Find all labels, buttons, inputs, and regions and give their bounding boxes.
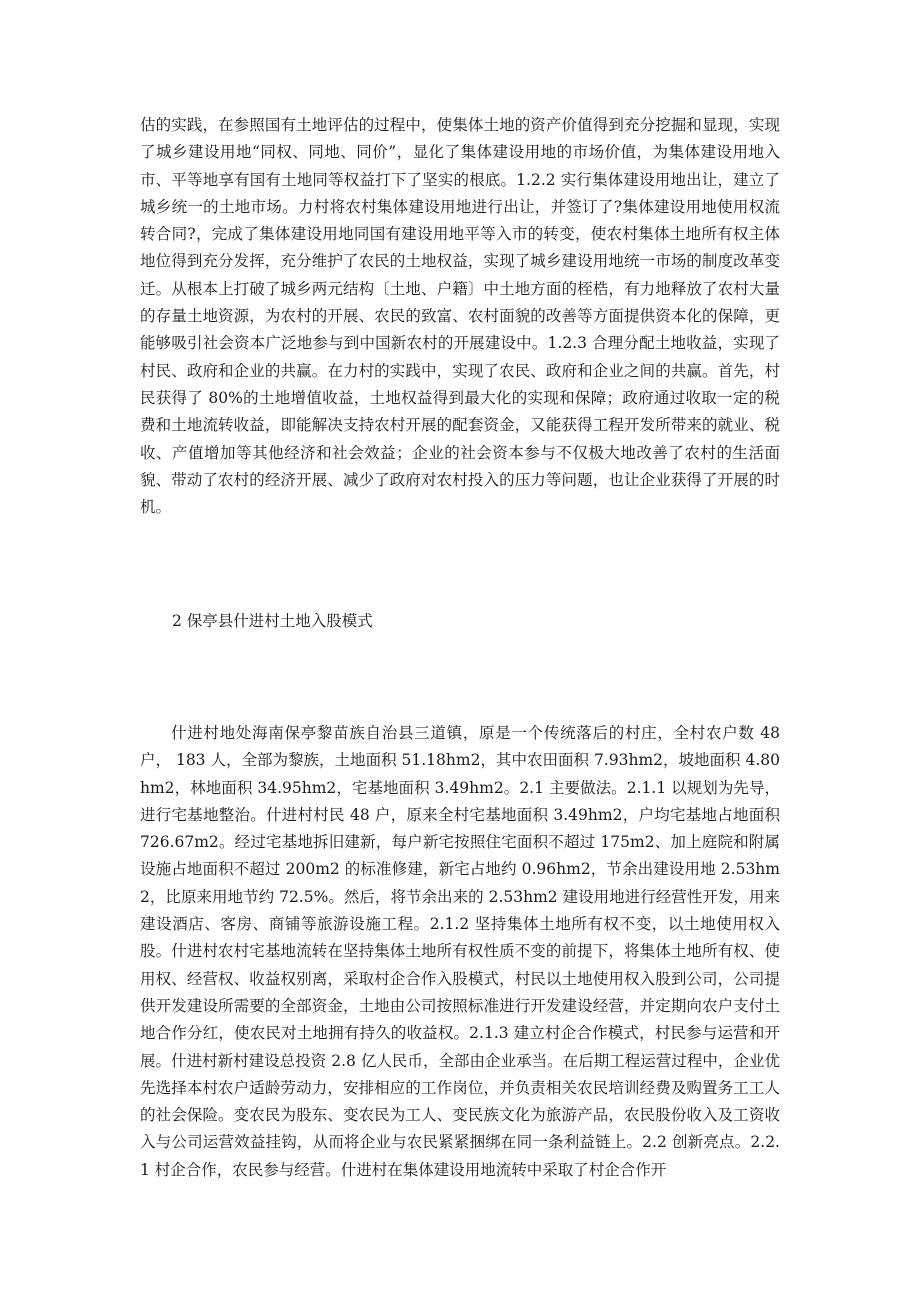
body-paragraph-1: 估的实践，在参照国有土地评估的过程中，使集体土地的资产价值得到充分挖掘和显现，实现了城乡建设用地“同权、同地、同价”，显化了集体建设用地的市场价值，为集体建设用地入市、平等地享有国有土地同等权益打下了坚实的根底。1.2.2 实行集体建设用地出让，建立了城乡统一的土地市场。力村将农村集体建设用地进行出让，并签订了?集体建设用地使用权流转合同?，完成了集体建设用地同国有建设用地平等入市的转变，使农村集体土地所有权主体地位得到充分发挥，充分维护了农民的土地权益，实现了城乡建设用地统一市场的制度改革变迁。从根本上打破了城乡两元结构〔土地、户籍〕中土地方面的桎梏，有力地释放了农村大量的存量土地资源，为农村的开展、农民的致富、农村面貌的改善等方面提供资本化的保障，更能够吸引社会资本广泛地参与到中国新农村的开展建设中。1.2.3 合理分配土地收益，实现了村民、政府和企业的共赢。在力村的实践中，实现了农民、政府和企业之间的共赢。首先，村民获得了 80%的土地增值收益，土地权益得到最大化的实现和保障；政府通过收取一定的税费和土地流转收益，即能解决支持农村开展的配套资金，又能获得工程开发所带来的就业、税收、产值增加等其他经济和社会效益；企业的社会资本参与不仅极大地改善了农村的生活面貌、带动了农村的经济开展、减少了政府对农村投入的压力等问题，也让企业获得了开展的时机。 bbox=[140, 116, 780, 517]
body-paragraph-2: 什进村地处海南保亭黎苗族自治县三道镇，原是一个传统落后的村庄，全村农户数 48 户， 183 人，全部为黎族，土地面积 51.18hm2，其中农田面积 7.93hm2，坡地面积 4.80hm2，林地面积 34.95hm2，宅基地面积 3.49hm2。2.1 主要做法。2.1.1 以规划为先导，进行宅基地整治。什进村村民 48 户，原来全村宅基地面积 3.49hm2，户均宅基地占地面积 726.67m2。经过宅基地拆旧建新，每户新宅按照住宅面积不超过 175m2、加上庭院和附属设施占地面积不超过 200m2 的标准修建，新宅占地约 0.96hm2，节余出建设用地 2.53hm2，比原来用地节约 72.5%。然后，将节余出来的 2.53hm2 建设用地进行经营性开发，用来建设酒店、客房、商铺等旅游设施工程。2.1.2 坚持集体土地所有权不变，以土地使用权入股。什进村农村宅基地流转在坚持集体土地所有权性质不变的前提下，将集体土地所有权、使用权、经营权、收益权别离，采取村企合作入股模式，村民以土地使用权入股到公司，公司提供开发建设所需要的全部资金，土地由公司按照标准进行开发建设经营，并定期向农户支付土地合作分红，使农民对土地拥有持久的收益权。2.1.3 建立村企合作模式，村民参与运营和开展。什进村新村建设总投资 2.8 亿人民币，全部由企业承当。在后期工程运营过程中，企业优先选择本村农户适龄劳动力，安排相应的工作岗位，并负责相关农民培训经费及购置务工工人的社会保险。变农民为股东、变农民为工人、变民族文化为旅游产品，农民股份收入及工资收入与公司运营效益挂钩，从而将企业与农民紧紧捆绑在同一条利益链上。2.2 创新亮点。2.2.1 村企合作，农民参与经营。什进村在集体建设用地流转中采取了村企合作开 bbox=[140, 724, 780, 1179]
section-heading: 2 保亭县什进村土地入股模式 bbox=[172, 612, 373, 630]
